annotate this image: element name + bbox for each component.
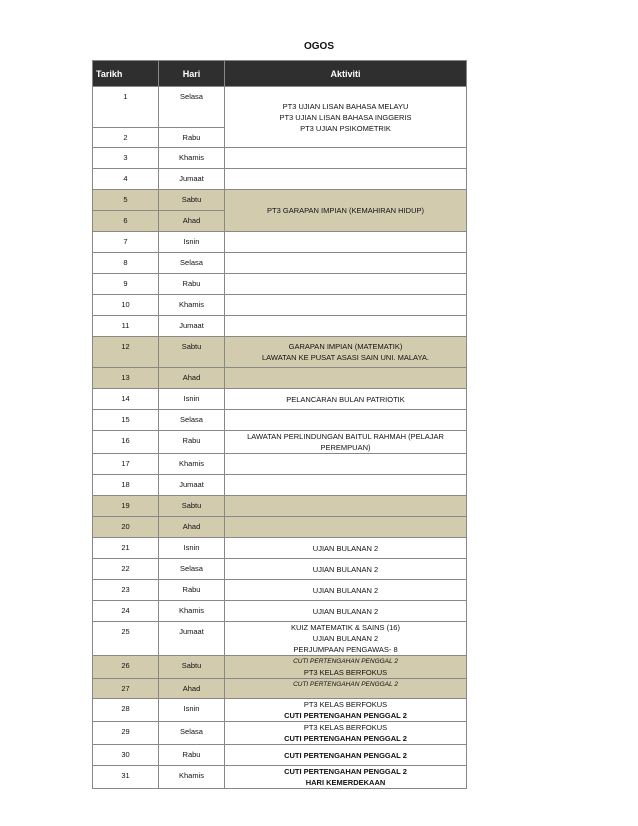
activity-cell (225, 148, 467, 169)
activity-text: PT3 GARAPAN IMPIAN (KEMAHIRAN HIDUP) (267, 206, 424, 215)
day-cell: Selasa (159, 253, 225, 274)
date-cell: 20 (93, 517, 159, 538)
date-cell: 13 (93, 368, 159, 389)
page-title: OGOS (303, 41, 334, 52)
activity-text: UJIAN BULANAN 2 (312, 543, 379, 553)
day-cell: Jumaat (159, 316, 225, 337)
day-cell: Isnin (159, 232, 225, 253)
day-cell: Ahad (159, 368, 225, 389)
activity-cell (225, 475, 467, 496)
activity-cell (225, 190, 467, 232)
activity-cell (225, 169, 467, 190)
date-cell: 3 (93, 148, 159, 169)
activity-cell (225, 274, 467, 295)
date-cell: 27 (93, 679, 159, 699)
activity-text: CUTI PERTENGAHAN PENGGAL 2 (293, 658, 398, 665)
activity-text: CUTI PERTENGAHAN PENGGAL 2 (293, 681, 398, 688)
day-cell: Khamis (159, 766, 225, 789)
table-row (93, 87, 467, 128)
activity-text: GARAPAN IMPIAN (MATEMATIK) (288, 342, 403, 351)
schedule-table (92, 60, 467, 789)
activity-text: UJIAN BULANAN 2 (312, 564, 379, 574)
day-cell: Isnin (159, 538, 225, 559)
table-row (93, 656, 467, 679)
activity-cell (225, 722, 467, 745)
activity-text: UJIAN BULANAN 2 (312, 606, 379, 616)
day-cell: Khamis (159, 454, 225, 475)
activity-text: PERJUMPAAN PENGAWAS- 8 (293, 645, 398, 654)
table-row (93, 389, 467, 410)
day-cell: Rabu (159, 274, 225, 295)
activity-cell (225, 454, 467, 475)
activity-cell (225, 559, 467, 580)
activity-cell (225, 431, 467, 454)
table-row (93, 454, 467, 475)
table-row (93, 622, 467, 656)
activity-cell (225, 232, 467, 253)
activity-text: HARI KEMERDEKAAN (305, 778, 386, 787)
date-cell: 23 (93, 580, 159, 601)
table-row (93, 601, 467, 622)
day-cell: Khamis (159, 295, 225, 316)
activity-text: PT3 UJIAN LISAN BAHASA INGGERIS (279, 112, 412, 122)
activity-text: LAWATAN KE PUSAT ASASI SAIN UNI. MALAYA. (262, 353, 429, 362)
date-cell: 1 (93, 87, 159, 128)
activity-cell (225, 368, 467, 389)
table-row (93, 169, 467, 190)
activity-cell (225, 745, 467, 766)
day-cell: Rabu (159, 128, 225, 148)
day-cell: Selasa (159, 410, 225, 431)
date-cell: 4 (93, 169, 159, 190)
date-cell: 24 (93, 601, 159, 622)
table-row (93, 148, 467, 169)
table-row (93, 253, 467, 274)
day-cell: Rabu (159, 745, 225, 766)
date-cell: 30 (93, 745, 159, 766)
date-cell: 31 (93, 766, 159, 789)
day-cell: Khamis (159, 148, 225, 169)
date-cell: 18 (93, 475, 159, 496)
day-cell: Jumaat (159, 169, 225, 190)
activity-cell (225, 679, 467, 699)
activity-text: CUTI PERTENGAHAN PENGGAL 2 (284, 711, 407, 720)
table-row (93, 517, 467, 538)
activity-cell (225, 389, 467, 410)
activity-text: PT3 UJIAN LISAN BAHASA MELAYU (282, 101, 409, 111)
date-cell: 26 (93, 656, 159, 679)
table-header-row (93, 61, 467, 87)
table-row (93, 232, 467, 253)
date-cell: 6 (93, 211, 159, 232)
table-row (93, 410, 467, 431)
day-cell: Sabtu (159, 656, 225, 679)
day-cell: Isnin (159, 699, 225, 722)
column-header-hari: Hari (159, 61, 225, 87)
date-cell: 16 (93, 431, 159, 454)
date-cell: 2 (93, 128, 159, 148)
activity-text: UJIAN BULANAN 2 (312, 585, 379, 595)
activity-cell (225, 316, 467, 337)
day-cell: Rabu (159, 580, 225, 601)
table-row (93, 538, 467, 559)
date-cell: 15 (93, 410, 159, 431)
activity-text: PELANCARAN BULAN PATRIOTIK (286, 394, 405, 404)
table-row (93, 766, 467, 789)
date-cell: 21 (93, 538, 159, 559)
column-header-aktiviti: Aktiviti (225, 61, 467, 87)
activity-text: KUIZ MATEMATIK & SAINS (16) (291, 623, 400, 632)
day-cell: Sabtu (159, 190, 225, 211)
activity-cell (225, 656, 467, 679)
activity-cell (225, 496, 467, 517)
table-row (93, 475, 467, 496)
day-cell: Selasa (159, 559, 225, 580)
table-row (93, 496, 467, 517)
date-cell: 11 (93, 316, 159, 337)
table-row (93, 190, 467, 211)
table-row (93, 559, 467, 580)
activity-text: CUTI PERTENGAHAN PENGGAL 2 (284, 767, 407, 776)
day-cell: Jumaat (159, 622, 225, 656)
column-header-tarikh: Tarikh (93, 61, 159, 87)
date-cell: 29 (93, 722, 159, 745)
activity-cell (225, 410, 467, 431)
activity-cell (225, 295, 467, 316)
activity-text: CUTI PERTENGAHAN PENGGAL 2 (284, 734, 407, 743)
table-row (93, 316, 467, 337)
table-row (93, 295, 467, 316)
table-row (93, 337, 467, 368)
activity-cell (225, 87, 467, 148)
date-cell: 8 (93, 253, 159, 274)
date-cell: 12 (93, 337, 159, 368)
date-cell: 10 (93, 295, 159, 316)
table-row (93, 722, 467, 745)
day-cell: Sabtu (159, 337, 225, 368)
day-cell: Isnin (159, 389, 225, 410)
activity-text: PEREMPUAN) (320, 443, 371, 452)
activity-text: LAWATAN PERLINDUNGAN BAITUL RAHMAH (PELAJAR (247, 432, 444, 441)
table-row (93, 580, 467, 601)
table-row (93, 431, 467, 454)
table-row (93, 699, 467, 722)
activity-cell (225, 538, 467, 559)
activity-text: PT3 KELAS BERFOKUS (303, 700, 388, 709)
activity-cell (225, 766, 467, 789)
day-cell: Selasa (159, 87, 225, 128)
date-cell: 9 (93, 274, 159, 295)
activity-text: UJIAN BULANAN 2 (312, 634, 379, 643)
activity-text: PT3 UJIAN PSIKOMETRIK (300, 123, 391, 133)
activity-cell (225, 580, 467, 601)
activity-cell (225, 253, 467, 274)
activity-cell (225, 601, 467, 622)
table-row (93, 274, 467, 295)
day-cell: Khamis (159, 601, 225, 622)
activity-text: PT3 KELAS BERFOKUS (303, 723, 388, 732)
date-cell: 25 (93, 622, 159, 656)
table-row (93, 679, 467, 699)
table-row (93, 368, 467, 389)
date-cell: 14 (93, 389, 159, 410)
date-cell: 28 (93, 699, 159, 722)
activity-text: CUTI PERTENGAHAN PENGGAL 2 (284, 750, 407, 760)
day-cell: Ahad (159, 211, 225, 232)
activity-text: PT3 KELAS BERFOKUS (303, 668, 388, 677)
day-cell: Selasa (159, 722, 225, 745)
date-cell: 5 (93, 190, 159, 211)
activity-cell (225, 699, 467, 722)
table-row (93, 745, 467, 766)
day-cell: Ahad (159, 517, 225, 538)
date-cell: 17 (93, 454, 159, 475)
date-cell: 7 (93, 232, 159, 253)
day-cell: Jumaat (159, 475, 225, 496)
activity-cell (225, 517, 467, 538)
date-cell: 22 (93, 559, 159, 580)
day-cell: Ahad (159, 679, 225, 699)
day-cell: Sabtu (159, 496, 225, 517)
day-cell: Rabu (159, 431, 225, 454)
date-cell: 19 (93, 496, 159, 517)
activity-cell (225, 337, 467, 368)
activity-cell (225, 622, 467, 656)
